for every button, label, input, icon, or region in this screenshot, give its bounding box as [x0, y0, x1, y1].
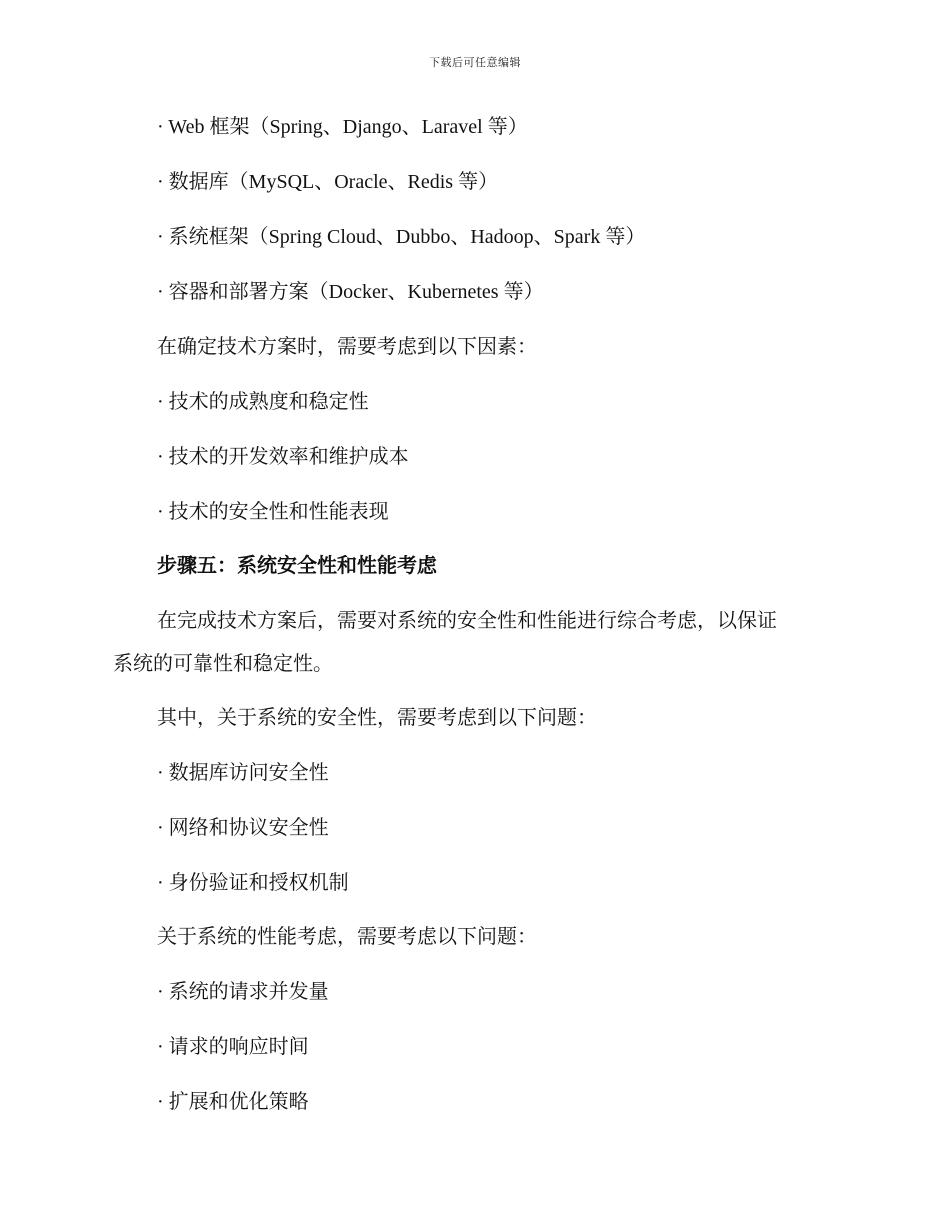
list-item-db-access: · 数据库访问安全性 — [157, 762, 329, 784]
list-item-web-framework: · Web 框架（Spring、Django、Laravel 等） — [157, 116, 528, 138]
paragraph-tech-factors-intro: 在确定技术方案时，需要考虑到以下因素： — [157, 336, 537, 358]
list-item-scaling: · 扩展和优化策略 — [157, 1091, 309, 1113]
list-item-auth: · 身份验证和授权机制 — [157, 872, 349, 894]
paragraph-security-intro-line1: 在完成技术方案后，需要对系统的安全性和性能进行综合考虑，以保证 — [157, 610, 777, 632]
paragraph-performance-intro: 关于系统的性能考虑，需要考虑以下问题： — [157, 926, 537, 948]
page-header: 下载后可任意编辑 — [429, 57, 521, 69]
list-item-maturity: · 技术的成熟度和稳定性 — [157, 391, 369, 413]
list-item-response-time: · 请求的响应时间 — [157, 1036, 309, 1058]
list-item-system-framework: · 系统框架（Spring Cloud、Dubbo、Hadoop、Spark 等） — [157, 226, 646, 248]
paragraph-security-intro-line2: 系统的可靠性和稳定性。 — [113, 653, 333, 675]
list-item-security-performance: · 技术的安全性和性能表现 — [157, 501, 389, 523]
list-item-container-deploy: · 容器和部署方案（Docker、Kubernetes 等） — [157, 281, 544, 303]
list-item-database: · 数据库（MySQL、Oracle、Redis 等） — [157, 171, 499, 193]
list-item-network-protocol: · 网络和协议安全性 — [157, 817, 329, 839]
list-item-concurrency: · 系统的请求并发量 — [157, 981, 329, 1003]
paragraph-security-questions-intro: 其中，关于系统的安全性，需要考虑到以下问题： — [157, 707, 597, 729]
list-item-efficiency: · 技术的开发效率和维护成本 — [157, 446, 409, 468]
section-heading-step-five: 步骤五：系统安全性和性能考虑 — [157, 555, 437, 577]
